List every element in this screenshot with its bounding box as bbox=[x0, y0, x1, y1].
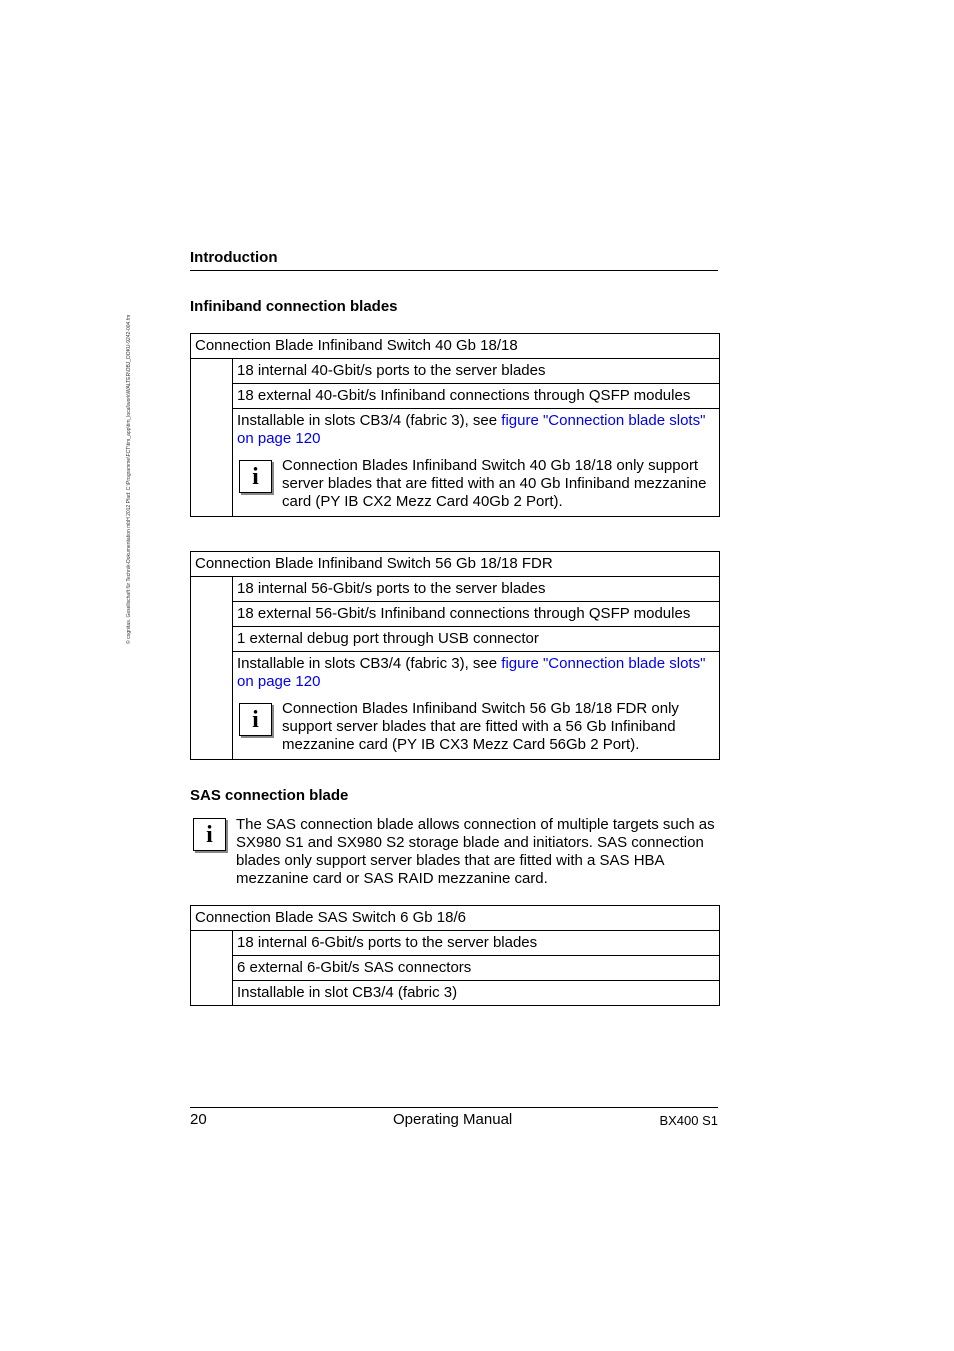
info-text: Connection Blades Infiniband Switch 40 Gb 18/18 only support server blades that are fitted with an 40 Gb Infiniband mezzanine card (PY IB CX2 Mezz Card 40Gb 2 Port). bbox=[282, 457, 707, 510]
model-name: BX400 S1 bbox=[659, 1113, 718, 1128]
info-note bbox=[237, 457, 714, 511]
infiniband-heading: Infiniband connection blades bbox=[190, 298, 398, 315]
manual-title: Operating Manual bbox=[393, 1111, 513, 1128]
infiniband-40gb-table bbox=[190, 333, 720, 517]
install-cell bbox=[233, 409, 720, 517]
info-text: Connection Blades Infiniband Switch 56 Gb 18/18 FDR only support server blades that are fitted with a 56 Gb Infiniband mezzanine card (PY IB CX3 Mezz Card 56Gb 2 Port). bbox=[282, 700, 679, 753]
connection-blade-slots-link[interactable]: figure "Connection blade slots" on page 120 bbox=[237, 412, 706, 447]
infiniband-56gb-table bbox=[190, 551, 720, 760]
install-cell bbox=[233, 652, 720, 760]
sas-switch-table bbox=[190, 905, 720, 1006]
table-title: Connection Blade Infiniband Switch 56 Gb 18/18 FDR bbox=[191, 552, 720, 577]
margin-path-text: © cognitas. Gesellschaft für Technik-Dokumentation mbH 2012 Pfad: C:\Programme\FCT\tim_app\tim_local\work\WALTER\OBJ_DOKU-9242-004.fm bbox=[126, 314, 132, 644]
page-footer bbox=[190, 1107, 718, 1132]
sas-heading: SAS connection blade bbox=[190, 787, 349, 804]
table-row: 18 internal 6-Gbit/s ports to the server blades bbox=[233, 931, 720, 956]
table-indent-cell bbox=[191, 359, 233, 517]
connection-blade-slots-link[interactable]: figure "Connection blade slots" on page 120 bbox=[237, 655, 706, 690]
table-title: Connection Blade Infiniband Switch 40 Gb 18/18 bbox=[191, 334, 720, 359]
table-indent-cell bbox=[191, 577, 233, 760]
running-header bbox=[190, 249, 718, 271]
table-row: 18 external 56-Gbit/s Infiniband connections through QSFP modules bbox=[233, 602, 720, 627]
table-title: Connection Blade SAS Switch 6 Gb 18/6 bbox=[191, 906, 720, 931]
install-text: Installable in slots CB3/4 (fabric 3), see bbox=[237, 655, 502, 672]
info-icon: i bbox=[193, 818, 226, 851]
table-row: 6 external 6-Gbit/s SAS connectors bbox=[233, 956, 720, 981]
table-row: 1 external debug port through USB connector bbox=[233, 627, 720, 652]
table-indent-cell bbox=[191, 931, 233, 1006]
page-number: 20 bbox=[190, 1111, 207, 1128]
header-title: Introduction bbox=[190, 249, 278, 266]
info-icon: i bbox=[239, 703, 272, 736]
info-note bbox=[237, 700, 714, 754]
info-icon: i bbox=[239, 460, 272, 493]
table-row: 18 internal 40-Gbit/s ports to the server blades bbox=[233, 359, 720, 384]
table-row: 18 internal 56-Gbit/s ports to the server blades bbox=[233, 577, 720, 602]
margin-path-note bbox=[126, 240, 134, 650]
install-text: Installable in slots CB3/4 (fabric 3), see bbox=[237, 412, 502, 429]
sas-info-note bbox=[192, 816, 720, 888]
table-row: 18 external 40-Gbit/s Infiniband connections through QSFP modules bbox=[233, 384, 720, 409]
sas-info-text: The SAS connection blade allows connection of multiple targets such as SX980 S1 and SX980 S2 storage blade and initiators. SAS connection blades only support server blades that are fitted with a SAS HBA mezzanine card or SAS RAID mezzanine card. bbox=[236, 816, 715, 887]
table-row: Installable in slot CB3/4 (fabric 3) bbox=[233, 981, 720, 1006]
